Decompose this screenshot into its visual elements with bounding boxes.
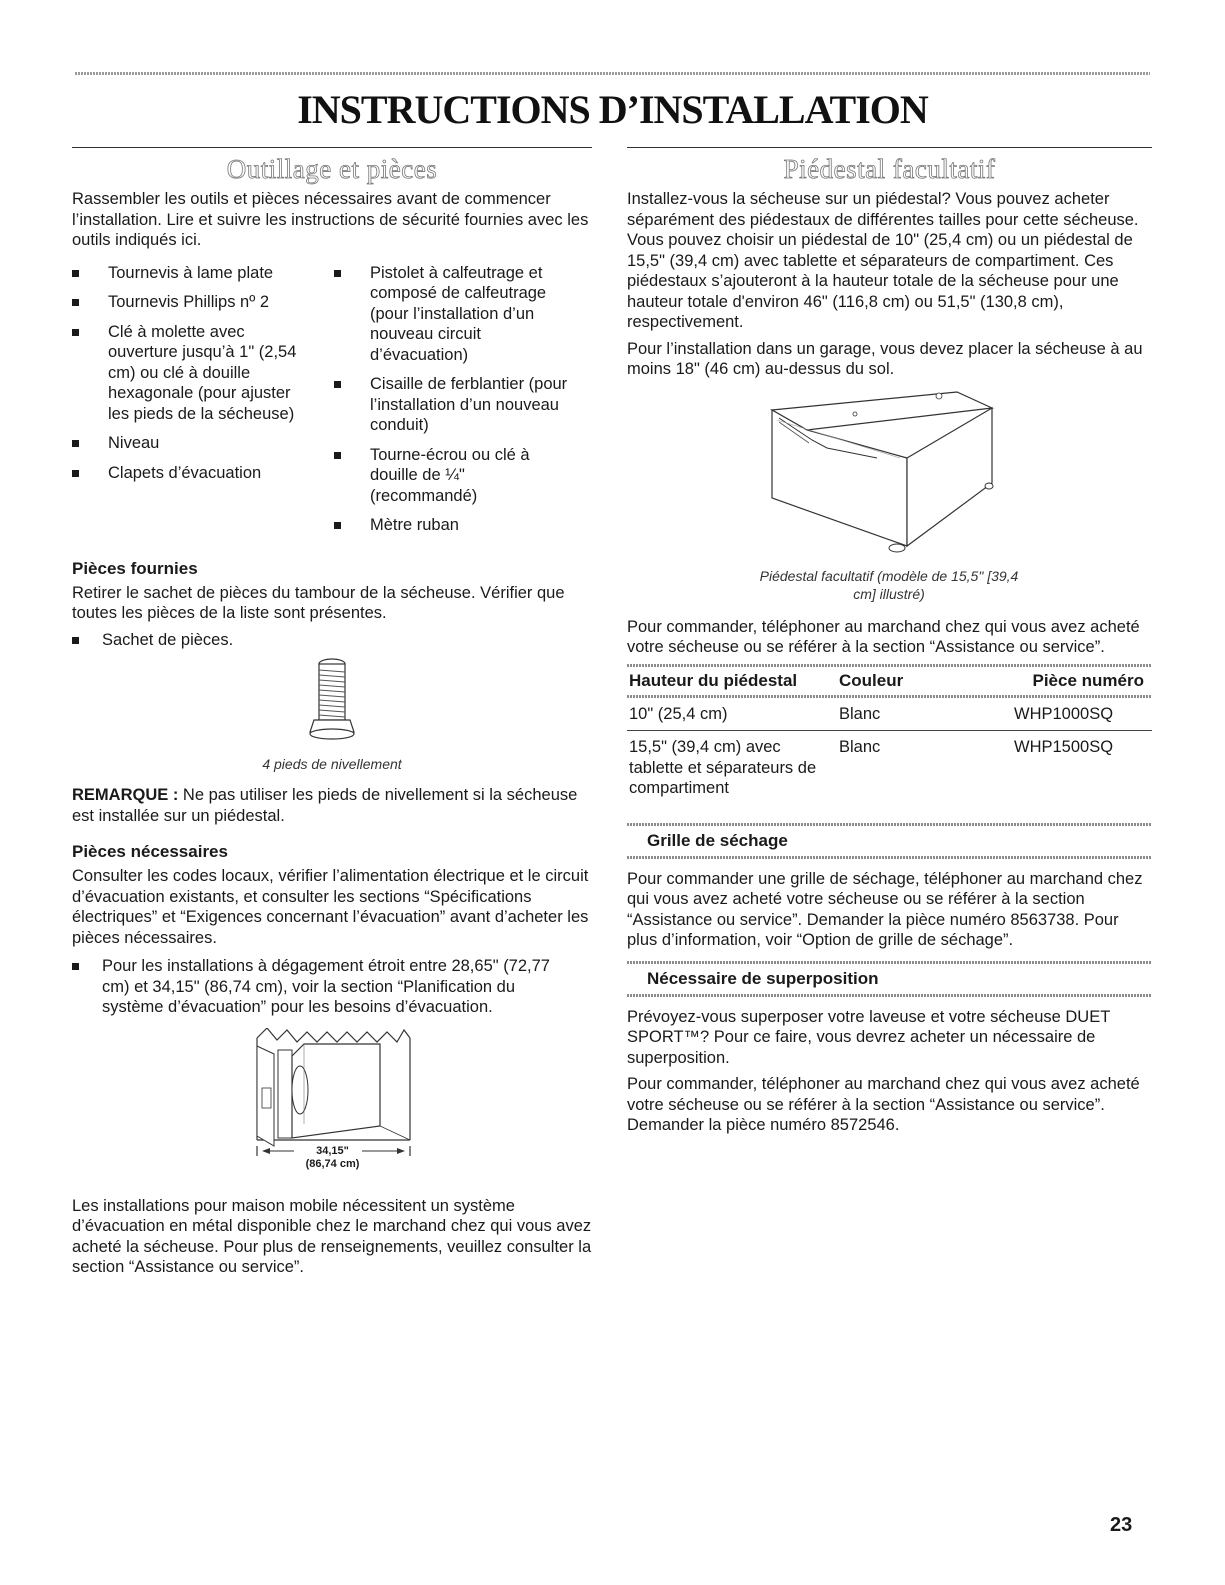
pedestal-icon — [767, 388, 997, 558]
table-row — [627, 731, 1152, 805]
leveling-foot-icon — [302, 656, 362, 746]
parts-needed-text: Consulter les codes locaux, vérifier l’alimentation électrique et le circuit d’évacuation existants, et consulter les sections “Spécifications électriques” et “Exigences concernant l’évacuation” avant d’acheter les pièces nécessaires. — [72, 867, 589, 947]
parts-supplied-heading: Pièces fournies — [72, 558, 198, 578]
cell-height: 15,5" (39,4 cm) avec tablette et séparateurs de compartiment — [629, 738, 817, 797]
drying-rack-text: Pour commander une grille de séchage, téléphoner au marchand chez qui vous avez acheté votre sécheuse ou se référer à la section “Assistance ou service”. Demander la pièce numéro 8563738. Pour plus d’information, voir “Option de grille de séchage”. — [627, 869, 1143, 949]
stacking-kit-order: Pour commander, téléphoner au marchand chez qui vous avez acheté votre sécheuse ou se référer à la section “Assistance ou service”. Demander la pièce numéro 8572546. — [627, 1075, 1140, 1134]
tool-item: Mètre ruban — [334, 515, 592, 536]
page-title: INSTRUCTIONS D’INSTALLATION — [297, 87, 928, 132]
parts-supplied-section — [72, 559, 592, 774]
page-number: 23 — [1110, 1514, 1133, 1536]
tool-item: Tournevis à lame plate — [72, 263, 334, 284]
header-part-number: Pièce numéro — [1032, 670, 1144, 690]
cell-color: Blanc — [839, 738, 881, 756]
parts-needed-heading: Pièces nécessaires — [72, 842, 228, 861]
stacking-kit-section — [627, 961, 1152, 1136]
right-column — [627, 147, 1152, 1142]
remark-text: Ne pas utiliser les pieds de nivellement si la sécheuse est installée sur un piédestal. — [72, 786, 578, 825]
section-rule — [72, 147, 592, 148]
tool-item: Tourne-écrou ou clé à douille de ¼" (recommandé) — [334, 445, 552, 507]
pedestal-table — [627, 664, 1152, 805]
tool-item: Tournevis Phillips nº 2 — [72, 292, 334, 313]
pedestal-intro: Installez-vous la sécheuse sur un piédestal? Vous pouvez acheter séparément des piédestaux de différentes tailles pour cette sécheuse. Vous pouvez choisir un piédestal de 10" (25,4 cm) ou un piédestal de 15,5" (39,4 cm) avec tablette et séparateurs de compartiment. Ces piédestaux s’ajouteront à la hauteur totale de la sécheuse pour une hauteur totale d'environ 46" (116,8 cm) ou 51,5" (130,8 cm), respectivement. — [627, 190, 1139, 331]
header-height: Hauteur du piédestal — [629, 670, 798, 690]
table-row — [627, 698, 1152, 732]
tool-item: Pistolet à calfeutrage et composé de calfeutrage (pour l’installation d’un nouveau circuit d’évacuation) — [334, 263, 580, 366]
drying-rack-heading: Grille de séchage — [647, 830, 788, 850]
tools-list — [72, 263, 592, 545]
pedestal-heading: Piédestal facultatif — [783, 154, 996, 184]
tools-parts-heading: Outillage et pièces — [226, 154, 438, 184]
tool-item: Niveau — [72, 433, 334, 454]
dimension-cm: (86,74 cm) — [305, 1157, 360, 1170]
stacking-kit-intro: Prévoyez-vous superposer votre laveuse et votre sécheuse DUET SPORT™? Pour ce faire, vous devrez acheter un nécessaire de superposition. — [627, 1007, 1111, 1067]
tools-column-1 — [72, 263, 334, 545]
header-color: Couleur — [839, 670, 904, 690]
pedestal-caption: Piédestal facultatif (modèle de 15,5" [39,4 cm] illustré) — [759, 567, 1019, 602]
remark — [72, 785, 592, 826]
section-dotted-rule — [627, 994, 1152, 997]
drying-rack-section — [627, 823, 1152, 951]
parts-needed-section — [72, 842, 592, 1018]
cell-height: 10" (25,4 cm) — [629, 704, 728, 723]
parts-supplied-text: Retirer le sachet de pièces du tambour de la sécheuse. Vérifier que toutes les pièces de la liste sont présentes. — [72, 583, 565, 622]
clearance-dimension — [300, 1145, 365, 1171]
pedestal-illustration — [767, 388, 1152, 563]
leveling-feet-caption: 4 pieds de nivellement — [262, 756, 402, 772]
tool-item: Cisaille de ferblantier (pour l’installation d’un nouveau conduit) — [334, 374, 592, 436]
remark-label: REMARQUE : — [72, 786, 179, 804]
left-column — [72, 147, 592, 1284]
tool-item: Clapets d’évacuation — [72, 463, 334, 484]
clearance-diagram — [252, 1028, 432, 1178]
pedestal-garage-text: Pour l’installation dans un garage, vous devez placer la sécheuse à au moins 18" (46 cm) au-dessus du sol. — [627, 339, 1143, 378]
tools-intro: Rassembler les outils et pièces nécessaires avant de commencer l’installation. Lire et suivre les instructions de sécurité fournies avec les outils indiqués ici. — [72, 190, 589, 249]
parts-needed-item: Pour les installations à dégagement étroit entre 28,65" (72,77 cm) et 34,15" (86,74 cm), voir la section “Planification du système d’évacuation” pour les besoins d’évacuation. — [72, 956, 592, 1018]
top-dotted-rule — [75, 72, 1150, 75]
section-rule — [627, 147, 1152, 148]
stacking-kit-heading: Nécessaire de superposition — [647, 968, 879, 988]
tool-item: Clé à molette avec ouverture jusqu’à 1" (2,54 cm) ou clé à douille hexagonale (pour ajuster les pieds de la sécheuse) — [72, 322, 316, 425]
dryer-alcove-illustration — [252, 1028, 432, 1158]
cell-part-number: WHP1500SQ — [1014, 738, 1114, 756]
section-dotted-rule — [627, 856, 1152, 859]
tools-column-2 — [334, 263, 592, 545]
cell-part-number: WHP1000SQ — [1014, 704, 1114, 723]
parts-supplied-item: Sachet de pièces. — [72, 630, 592, 651]
table-header-row — [627, 667, 1152, 695]
pedestal-order-text: Pour commander, téléphoner au marchand chez qui vous avez acheté votre sécheuse ou se référer à la section “Assistance ou service”. — [627, 617, 1140, 656]
mobile-home-text: Les installations pour maison mobile nécessitent un système d’évacuation en métal disponible chez le marchand chez qui vous avez acheté la sécheuse. Pour plus de renseignements, veuillez consulter la section “Assistance ou service”. — [72, 1196, 592, 1276]
leveling-foot-illustration — [72, 656, 592, 751]
cell-color: Blanc — [839, 704, 881, 723]
parts-needed-list — [72, 956, 592, 1018]
dimension-inches: 34,15" — [316, 1144, 349, 1157]
parts-supplied-list — [72, 630, 592, 651]
